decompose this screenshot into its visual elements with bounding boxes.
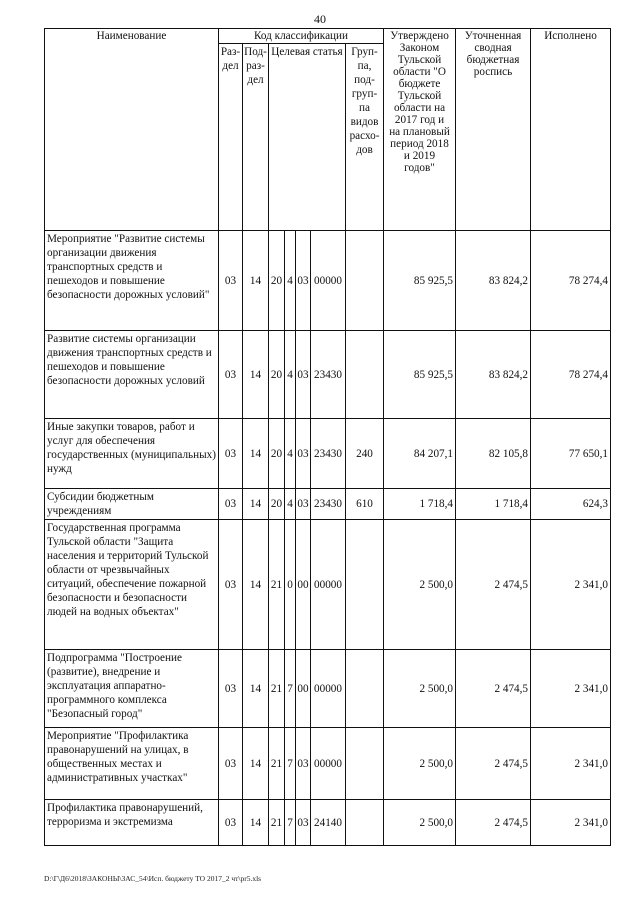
row-refined: 2 474,5 <box>456 520 531 650</box>
row-executed: 2 341,0 <box>531 520 611 650</box>
header-target-article: Целевая статья <box>269 44 346 231</box>
row-refined: 82 105,8 <box>456 419 531 489</box>
row-approved: 85 925,5 <box>384 231 456 331</box>
row-subsection: 14 <box>243 800 269 846</box>
row-expense-group <box>346 520 384 650</box>
row-executed: 624,3 <box>531 489 611 520</box>
row-expense-group <box>346 650 384 728</box>
row-refined: 1 718,4 <box>456 489 531 520</box>
row-expense-group: 610 <box>346 489 384 520</box>
row-subsection: 14 <box>243 489 269 520</box>
row-code-event: 03 <box>296 231 311 331</box>
table-row <box>45 489 611 520</box>
row-code-direction: 24140 <box>311 800 346 846</box>
row-code-program: 20 <box>269 489 285 520</box>
row-expense-group <box>346 231 384 331</box>
row-code-direction: 23430 <box>311 489 346 520</box>
table-row <box>45 520 611 650</box>
row-executed: 78 274,4 <box>531 231 611 331</box>
row-code-direction: 00000 <box>311 728 346 800</box>
row-code-subprogram: 0 <box>285 520 296 650</box>
header-executed: Исполнено <box>531 29 611 231</box>
row-section: 03 <box>219 489 243 520</box>
row-code-subprogram: 7 <box>285 800 296 846</box>
row-expense-group <box>346 728 384 800</box>
row-code-direction: 00000 <box>311 231 346 331</box>
row-section: 03 <box>219 650 243 728</box>
table-row <box>45 419 611 489</box>
row-section: 03 <box>219 800 243 846</box>
row-expense-group <box>346 800 384 846</box>
row-code-subprogram: 4 <box>285 489 296 520</box>
row-refined: 2 474,5 <box>456 650 531 728</box>
row-code-subprogram: 4 <box>285 231 296 331</box>
row-refined: 83 824,2 <box>456 331 531 419</box>
row-code-program: 20 <box>269 331 285 419</box>
row-approved: 2 500,0 <box>384 728 456 800</box>
row-code-program: 21 <box>269 800 285 846</box>
row-code-event: 00 <box>296 520 311 650</box>
row-code-program: 21 <box>269 520 285 650</box>
row-refined: 2 474,5 <box>456 800 531 846</box>
row-subsection: 14 <box>243 728 269 800</box>
row-code-subprogram: 4 <box>285 419 296 489</box>
header-expense-group: Груп- па, под- груп- па видов расхо- дов <box>346 44 384 231</box>
row-section: 03 <box>219 231 243 331</box>
row-approved: 85 925,5 <box>384 331 456 419</box>
row-refined: 2 474,5 <box>456 728 531 800</box>
row-code-direction: 23430 <box>311 419 346 489</box>
row-code-subprogram: 7 <box>285 728 296 800</box>
row-code-program: 21 <box>269 650 285 728</box>
row-name: Мероприятие "Профилактика правонарушений на улицах, в общественных местах и административных участках" <box>45 728 219 800</box>
row-subsection: 14 <box>243 331 269 419</box>
row-section: 03 <box>219 520 243 650</box>
file-path-footer: D:\Г\Д6\2018\ЗАКОНЫ\ЗАС_54\Исп. бюджету ТО 2017_2 чт\pr5.xls <box>44 874 262 883</box>
row-executed: 2 341,0 <box>531 650 611 728</box>
row-code-direction: 23430 <box>311 331 346 419</box>
header-subsection: Под- раз- дел <box>243 44 269 231</box>
row-code-program: 20 <box>269 419 285 489</box>
row-refined: 83 824,2 <box>456 231 531 331</box>
table-row <box>45 331 611 419</box>
table-row <box>45 728 611 800</box>
row-approved: 1 718,4 <box>384 489 456 520</box>
row-executed: 78 274,4 <box>531 331 611 419</box>
row-code-subprogram: 4 <box>285 331 296 419</box>
row-name: Иные закупки товаров, работ и услуг для обеспечения государственных (муниципальных) нужд <box>45 419 219 489</box>
row-executed: 2 341,0 <box>531 800 611 846</box>
header-classification: Код классификации <box>219 29 384 44</box>
row-code-event: 03 <box>296 419 311 489</box>
row-section: 03 <box>219 728 243 800</box>
row-approved: 2 500,0 <box>384 520 456 650</box>
row-code-direction: 00000 <box>311 650 346 728</box>
row-name: Государственная программа Тульской области "Защита населения и территорий Тульской области от чрезвычайных ситуаций, обеспечение пожарной безопасности и безопасности людей на водных объектах" <box>45 520 219 650</box>
row-executed: 2 341,0 <box>531 728 611 800</box>
row-approved: 2 500,0 <box>384 800 456 846</box>
row-name: Профилактика правонарушений, терроризма и экстремизма <box>45 800 219 846</box>
row-expense-group: 240 <box>346 419 384 489</box>
row-code-program: 21 <box>269 728 285 800</box>
row-code-program: 20 <box>269 231 285 331</box>
row-executed: 77 650,1 <box>531 419 611 489</box>
row-approved: 84 207,1 <box>384 419 456 489</box>
row-subsection: 14 <box>243 650 269 728</box>
row-subsection: 14 <box>243 520 269 650</box>
row-section: 03 <box>219 419 243 489</box>
row-subsection: 14 <box>243 231 269 331</box>
row-code-event: 03 <box>296 489 311 520</box>
header-name: Наименование <box>45 29 219 231</box>
row-section: 03 <box>219 331 243 419</box>
header-refined: Уточненная сводная бюджетная роспись <box>456 29 531 231</box>
row-approved: 2 500,0 <box>384 650 456 728</box>
budget-table <box>44 28 611 846</box>
header-section: Раз- дел <box>219 44 243 231</box>
row-code-event: 03 <box>296 331 311 419</box>
row-name: Подпрограмма "Построение (развитие), внедрение и эксплуатация аппаратно-программного комплекса "Безопасный город" <box>45 650 219 728</box>
row-name: Развитие системы организации движения транспортных средств и пешеходов и повышение безопасности дорожных условий <box>45 331 219 419</box>
table-row <box>45 800 611 846</box>
row-code-event: 03 <box>296 728 311 800</box>
row-subsection: 14 <box>243 419 269 489</box>
row-name: Субсидии бюджетным учреждениям <box>45 489 219 520</box>
table-row <box>45 231 611 331</box>
row-code-direction: 00000 <box>311 520 346 650</box>
header-approved: Утверждено Законом Тульской области "О бюджете Тульской области на 2017 год и на плановый период 2018 и 2019 годов" <box>384 29 456 231</box>
row-name: Мероприятие "Развитие системы организации движения транспортных средств и пешеходов и повышение безопасности дорожных условий" <box>45 231 219 331</box>
table-body <box>45 231 611 846</box>
row-expense-group <box>346 331 384 419</box>
page-number: 40 <box>314 12 326 26</box>
row-code-event: 03 <box>296 800 311 846</box>
table-row <box>45 650 611 728</box>
row-code-subprogram: 7 <box>285 650 296 728</box>
row-code-event: 00 <box>296 650 311 728</box>
